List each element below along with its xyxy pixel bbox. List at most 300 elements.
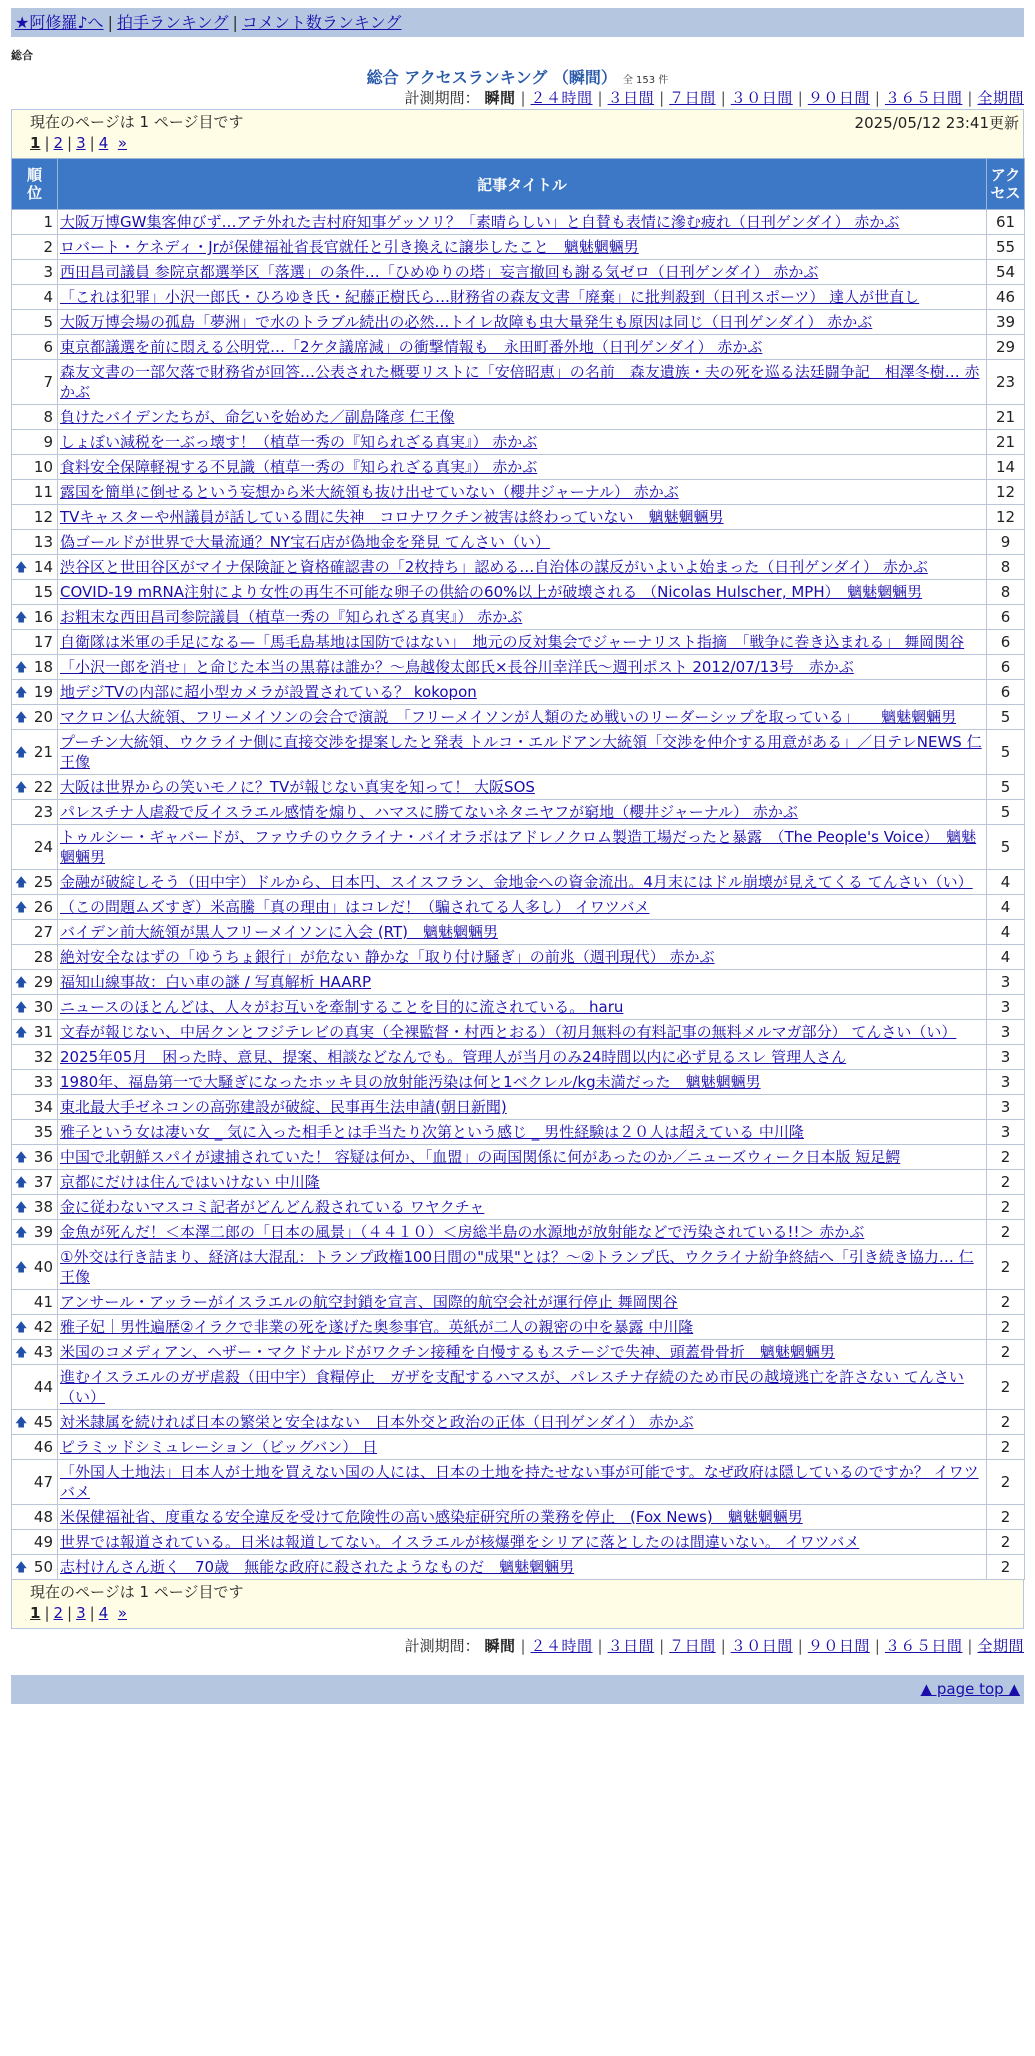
table-row xyxy=(12,1315,1025,1340)
access-count: 3 xyxy=(987,995,1025,1020)
access-count: 6 xyxy=(987,630,1025,655)
comment-ranking-link[interactable]: コメント数ランキング xyxy=(241,13,402,32)
access-count: 5 xyxy=(987,775,1025,800)
access-count: 4 xyxy=(987,895,1025,920)
rank-cell xyxy=(12,1505,58,1530)
period-90d[interactable]: ９０日間 xyxy=(807,89,870,107)
rank-cell xyxy=(12,1145,58,1170)
article-link[interactable]: 「小沢一郎を消せ」と命じた本当の黒幕は誰か？～鳥越俊太郎氏×長谷川幸洋氏～週刊ポスト 2012/07/13号 赤かぶ xyxy=(60,658,854,676)
table-row xyxy=(12,210,1025,235)
article-link[interactable]: 大阪は世界からの笑いモノに？TVが報じない真実を知って！ 大阪SOS xyxy=(60,778,535,796)
access-count: 23 xyxy=(987,360,1025,405)
article-link[interactable]: 米国のコメディアン、ヘザー・マクドナルドがワクチン接種を自慢するもステージで失神、頭蓋骨骨折 魑魅魍魎男 xyxy=(60,1343,835,1361)
next-page-link[interactable]: » xyxy=(117,1604,127,1622)
rank-number: 40 xyxy=(33,1258,53,1276)
rank-number: 26 xyxy=(33,898,53,916)
article-link[interactable]: 1980年、福島第一で大騒ぎになったホッキ貝の放射能汚染は何と1ベクレル/kg未満だった 魑魅魍魎男 xyxy=(60,1073,761,1091)
page-separator: | xyxy=(44,1604,50,1622)
period-separator: | xyxy=(597,89,603,107)
access-count: 21 xyxy=(987,430,1025,455)
article-link[interactable]: 「これは犯罪」小沢一郎氏・ひろゆき氏・紀藤正樹氏ら…財務省の森友文書「廃棄」に批判殺到（日刊スポーツ） 達人が世直し xyxy=(60,288,920,306)
page-3-link[interactable]: 3 xyxy=(76,1604,86,1622)
title-cell xyxy=(58,1120,987,1145)
access-count: 3 xyxy=(987,1070,1025,1095)
title-cell xyxy=(58,1410,987,1435)
table-row xyxy=(12,995,1025,1020)
title-cell xyxy=(58,1045,987,1070)
access-count: 4 xyxy=(987,920,1025,945)
access-count: 2 xyxy=(987,1365,1025,1410)
rank-number: 14 xyxy=(33,558,53,576)
up-arrow-icon: 🡅 xyxy=(15,1175,28,1189)
rank-number: 18 xyxy=(33,658,53,676)
article-link[interactable]: 大阪万博GW集客伸びず…アテ外れた吉村府知事ゲッソリ？「素晴らしい」と自賛も表情に滲む疲れ（日刊ゲンダイ） 赤かぶ xyxy=(60,213,900,231)
access-count: 3 xyxy=(987,1045,1025,1070)
rank-number: 39 xyxy=(33,1223,53,1241)
article-link[interactable]: 雅子妃｜男性遍歴②イラクで非業の死を遂げた奥参事官。英紙が二人の親密の中を暴露 中川隆 xyxy=(60,1318,694,1336)
rank-cell xyxy=(12,895,58,920)
period-365d[interactable]: ３６５日間 xyxy=(884,1637,963,1655)
period-30d[interactable]: ３０日間 xyxy=(730,89,793,107)
table-row xyxy=(12,530,1025,555)
rank-number: 35 xyxy=(33,1123,53,1141)
article-link[interactable]: トゥルシー・ギャバードが、ファウチのウクライナ・バイオラボはアドレノクロム製造工場だったと暴露 （The People's Voice） 魑魅魍魎男 xyxy=(60,828,977,866)
table-row xyxy=(12,800,1025,825)
article-link[interactable]: 米保健福祉省、度重なる安全違反を受けて危険性の高い感染症研究所の業務を停止 (Fox News) 魑魅魍魎男 xyxy=(60,1508,803,1526)
table-row xyxy=(12,1220,1025,1245)
title-cell xyxy=(58,285,987,310)
rank-number: 50 xyxy=(33,1558,53,1576)
rank-cell xyxy=(12,1315,58,1340)
title-cell xyxy=(58,605,987,630)
article-link[interactable]: 金魚が死んだ！＜本澤二郎の「日本の風景」（４４１０）＜房総半島の水源地が放射能などで汚染されている!!＞ 赤かぶ xyxy=(60,1223,865,1241)
rank-cell xyxy=(12,680,58,705)
page-separator: | xyxy=(89,134,95,152)
rank-number: 44 xyxy=(33,1378,53,1396)
rank-number: 6 xyxy=(43,338,53,356)
period-separator: | xyxy=(597,1637,603,1655)
period-separator: | xyxy=(659,1637,665,1655)
rank-number: 19 xyxy=(33,683,53,701)
article-link[interactable]: 負けたバイデンたちが、命乞いを始めた／副島隆彦 仁王像 xyxy=(60,408,455,426)
access-count: 8 xyxy=(987,555,1025,580)
access-count: 6 xyxy=(987,605,1025,630)
period-selector-bottom xyxy=(11,1635,1024,1657)
period-separator: | xyxy=(874,89,880,107)
bottom-bar xyxy=(11,1675,1024,1704)
title-cell xyxy=(58,1365,987,1410)
rank-cell xyxy=(12,405,58,430)
article-link[interactable]: アンサール・アッラーがイスラエルの航空封鎖を宣言、国際的航空会社が運行停止 舞岡関谷 xyxy=(60,1293,678,1311)
access-count: 14 xyxy=(987,455,1025,480)
period-24h[interactable]: ２４時間 xyxy=(530,1637,593,1655)
period-24h[interactable]: ２４時間 xyxy=(530,89,593,107)
ranking-table xyxy=(11,158,1025,1580)
page xyxy=(11,0,1024,1704)
rank-number: 37 xyxy=(33,1173,53,1191)
article-link[interactable]: 自衛隊は米軍の手足になる—「馬毛島基地は国防ではない」 地元の反対集会でジャーナリスト指摘 「戦争に巻き込まれる」 舞岡関谷 xyxy=(60,633,965,651)
access-count: 5 xyxy=(987,800,1025,825)
article-link[interactable]: 志村けんさん逝く 70歳 無能な政府に殺されたようなものだ 魑魅魍魎男 xyxy=(60,1558,575,1576)
rank-cell xyxy=(12,235,58,260)
page-separator: | xyxy=(89,1604,95,1622)
access-count: 12 xyxy=(987,505,1025,530)
title-cell xyxy=(58,530,987,555)
title-cell xyxy=(58,1505,987,1530)
article-link[interactable]: TVキャスターや州議員が話している間に失神 コロナワクチン被害は終わっていない 魑魅魍魎男 xyxy=(60,508,724,526)
access-count: 9 xyxy=(987,530,1025,555)
access-count: 2 xyxy=(987,1340,1025,1365)
home-link[interactable]: ★阿修羅♪へ xyxy=(15,13,104,32)
page-separator: | xyxy=(67,134,73,152)
next-page-link[interactable]: » xyxy=(117,134,127,152)
access-count: 39 xyxy=(987,310,1025,335)
rank-cell xyxy=(12,775,58,800)
article-link[interactable]: バイデン前大統領が黒人フリーメイソンに入会 (RT) 魑魅魍魎男 xyxy=(60,923,499,941)
article-link[interactable]: 雅子という女は凄い女 _ 気に入った相手とは手当たり次第という感じ _ 男性経験は２０人は超えている 中川隆 xyxy=(60,1123,804,1141)
period-3d[interactable]: ３日間 xyxy=(607,1637,655,1655)
rank-cell xyxy=(12,800,58,825)
title-cell xyxy=(58,1170,987,1195)
rank-number: 20 xyxy=(33,708,53,726)
rank-cell xyxy=(12,605,58,630)
access-count: 46 xyxy=(987,285,1025,310)
access-count: 5 xyxy=(987,825,1025,870)
rank-number: 34 xyxy=(33,1098,53,1116)
article-link[interactable]: 福知山線事故：白い車の謎 / 写真解析 HAARP xyxy=(60,973,372,991)
title-cell xyxy=(58,970,987,995)
rank-cell xyxy=(12,310,58,335)
rank-number: 10 xyxy=(33,458,53,476)
table-row xyxy=(12,1290,1025,1315)
period-7d[interactable]: ７日間 xyxy=(669,1637,716,1655)
access-count: 2 xyxy=(987,1435,1025,1460)
table-row xyxy=(12,655,1025,680)
up-arrow-icon: 🡅 xyxy=(15,1000,28,1014)
article-link[interactable]: 大阪万博会場の孤島「夢洲」で水のトラブル続出の必然…トイレ故障も虫大量発生も原因は同じ（日刊ゲンダイ） 赤かぶ xyxy=(60,313,873,331)
article-link[interactable]: 京都にだけは住んではいけない 中川隆 xyxy=(60,1173,320,1191)
rank-cell xyxy=(12,825,58,870)
period-3d[interactable]: ３日間 xyxy=(607,89,655,107)
title-cell xyxy=(58,430,987,455)
table-row xyxy=(12,1530,1025,1555)
table-row xyxy=(12,1120,1025,1145)
article-link[interactable]: 対米隷属を続ければ日本の繁栄と安全はない 日本外交と政治の正体（日刊ゲンダイ） 赤かぶ xyxy=(60,1413,694,1431)
article-link[interactable]: 「外国人土地法」日本人が土地を買えない国の人には、日本の土地を持たせない事が可能です。なぜ政府は隠しているのですか？ イワツバメ xyxy=(60,1463,979,1501)
title-cell xyxy=(58,1095,987,1120)
article-link[interactable]: 西田昌司議員 参院京都選挙区「落選」の条件…「ひめゆりの塔」妄言撤回も謝る気ゼロ（日刊ゲンダイ） 赤かぶ xyxy=(60,263,819,281)
table-row xyxy=(12,1045,1025,1070)
period-all[interactable]: 全期間 xyxy=(977,89,1024,107)
title-cell xyxy=(58,655,987,680)
period-current: 瞬間 xyxy=(484,89,516,107)
col-access-header: アクセス xyxy=(987,159,1025,210)
title-cell xyxy=(58,310,987,335)
rank-number: 31 xyxy=(33,1023,53,1041)
up-arrow-icon: 🡅 xyxy=(15,1345,28,1359)
rank-cell xyxy=(12,455,58,480)
rank-cell xyxy=(12,1095,58,1120)
col-rank-header: 順位 xyxy=(12,159,58,210)
access-count: 2 xyxy=(987,1555,1025,1580)
period-7d[interactable]: ７日間 xyxy=(669,89,716,107)
table-row xyxy=(12,1195,1025,1220)
period-365d[interactable]: ３６５日間 xyxy=(884,89,963,107)
rank-number: 5 xyxy=(43,313,53,331)
title-cell xyxy=(58,1220,987,1245)
rank-number: 45 xyxy=(33,1413,53,1431)
period-separator: | xyxy=(720,89,726,107)
period-separator: | xyxy=(797,89,803,107)
rank-number: 4 xyxy=(43,288,53,306)
rank-number: 21 xyxy=(33,743,53,761)
page-top-link[interactable]: ▲ page top ▲ xyxy=(920,1680,1020,1698)
title-cell xyxy=(58,1145,987,1170)
title-cell xyxy=(58,825,987,870)
title-cell xyxy=(58,1020,987,1045)
article-link[interactable]: 食料安全保障軽視する不見識（植草一秀の『知られざる真実』） 赤かぶ xyxy=(60,458,538,476)
article-link[interactable]: パレスチナ人虐殺で反イスラエル感情を煽り、ハマスに勝てないネタニヤフが窮地（櫻井ジャーナル） 赤かぶ xyxy=(60,803,798,821)
rank-cell xyxy=(12,1460,58,1505)
rank-number: 47 xyxy=(33,1473,53,1491)
table-row xyxy=(12,285,1025,310)
table-row xyxy=(12,970,1025,995)
article-link[interactable]: プーチン大統領、ウクライナ側に直接交渉を提案したと発表 トルコ・エルドアン大統領「交渉を仲介する用意がある」／日テレNEWS 仁王像 xyxy=(60,733,982,771)
table-row xyxy=(12,775,1025,800)
rank-cell xyxy=(12,920,58,945)
article-link[interactable]: 東北最大手ゼネコンの高弥建設が破綻、民事再生法申請(朝日新聞) xyxy=(60,1098,507,1116)
rank-number: 46 xyxy=(33,1438,53,1456)
rank-number: 9 xyxy=(43,433,53,451)
period-separator: | xyxy=(797,1637,803,1655)
title-cell xyxy=(58,775,987,800)
title-cell xyxy=(58,1195,987,1220)
table-row xyxy=(12,1410,1025,1435)
rank-number: 33 xyxy=(33,1073,53,1091)
article-link[interactable]: 森友文書の一部欠落で財務省が回答…公表された概要リストに「安倍昭恵」の名前 森友遺族・夫の死を巡る法廷闘争記 相澤冬樹… 赤かぶ xyxy=(60,363,980,401)
article-link[interactable]: 絶対安全なはずの「ゆうちょ銀行」が危ない 静かな「取り付け騒ぎ」の前兆（週刊現代） 赤かぶ xyxy=(60,948,715,966)
table-row xyxy=(12,555,1025,580)
table-row xyxy=(12,1505,1025,1530)
rank-cell xyxy=(12,1020,58,1045)
title-cell xyxy=(58,505,987,530)
access-count: 4 xyxy=(987,870,1025,895)
rank-number: 42 xyxy=(33,1318,53,1336)
rank-cell xyxy=(12,1555,58,1580)
access-count: 3 xyxy=(987,970,1025,995)
title-cell xyxy=(58,995,987,1020)
table-row xyxy=(12,825,1025,870)
article-link[interactable]: 渋谷区と世田谷区がマイナ保険証と資格確認書の「2枚持ち」認める…自治体の謀反がいよいよ始まった（日刊ゲンダイ） 赤かぶ xyxy=(60,558,928,576)
page-2-link[interactable]: 2 xyxy=(53,134,64,152)
rank-cell xyxy=(12,530,58,555)
article-link[interactable]: 進むイスラエルのガザ虐殺（田中宇）食糧停止 ガザを支配するハマスが、パレスチナ存続のため市民の越境逃亡を許さない てんさい（い） xyxy=(60,1368,964,1406)
article-link[interactable]: 文春が報じない、中居クンとフジテレビの真実（全裸監督・村西とおる）（初月無料の有料記事の無料メルマガ部分） てんさい（い） xyxy=(60,1023,957,1041)
up-arrow-icon: 🡅 xyxy=(15,1025,28,1039)
title-cell xyxy=(58,895,987,920)
rank-cell xyxy=(12,1290,58,1315)
nav-separator: | xyxy=(232,13,238,32)
up-arrow-icon: 🡅 xyxy=(15,900,28,914)
title-cell xyxy=(58,260,987,285)
period-90d[interactable]: ９０日間 xyxy=(807,1637,870,1655)
table-row xyxy=(12,260,1025,285)
table-row xyxy=(12,1020,1025,1045)
article-link[interactable]: ニュースのほとんどは、人々がお互いを牽制することを目的に流されている。 haru xyxy=(60,998,624,1016)
article-link[interactable]: COVID-19 mRNA注射により女性の再生不可能な卵子の供給の60%以上が破壊される （Nicolas Hulscher, MPH） 魑魅魍魎男 xyxy=(60,583,923,601)
ranking-title-block xyxy=(11,65,1024,87)
title-cell xyxy=(58,580,987,605)
up-arrow-icon: 🡅 xyxy=(15,1200,28,1214)
rank-cell xyxy=(12,1365,58,1410)
title-cell xyxy=(58,1435,987,1460)
article-link[interactable]: しょぼい減税を一ぶっ壊す！（植草一秀の『知られざる真実』） 赤かぶ xyxy=(60,433,538,451)
rank-number: 2 xyxy=(43,238,53,256)
title-cell xyxy=(58,555,987,580)
rank-cell xyxy=(12,430,58,455)
title-cell xyxy=(58,945,987,970)
article-link[interactable]: ピラミッドシミュレーション（ビッグバン） 日 xyxy=(60,1438,378,1456)
access-count: 2 xyxy=(987,1145,1025,1170)
table-row xyxy=(12,1145,1025,1170)
table-row xyxy=(12,870,1025,895)
rank-number: 15 xyxy=(33,583,53,601)
clap-ranking-link[interactable]: 拍手ランキング xyxy=(116,13,229,32)
rank-number: 3 xyxy=(43,263,53,281)
period-separator: | xyxy=(520,89,526,107)
table-row xyxy=(12,430,1025,455)
rank-cell xyxy=(12,285,58,310)
rank-cell xyxy=(12,945,58,970)
article-link[interactable]: 金融が破綻しそう（田中宇）ドルから、日本円、スイスフラン、金地金への資金流出。4月末にはドル崩壊が見えてくる てんさい（い） xyxy=(60,873,973,891)
page-4-link[interactable]: 4 xyxy=(98,1604,109,1622)
article-link[interactable]: 世界では報道されている。日米は報道してない。イスラエルが核爆弾をシリアに落としたのは間違いない。 イワツバメ xyxy=(60,1533,860,1551)
title-cell xyxy=(58,1555,987,1580)
article-link[interactable]: マクロン仏大統領、フリーメイソンの会合で演説 「フリーメイソンが人類のため戦いのリーダーシップを取っている」 魑魅魍魎男 xyxy=(60,708,957,726)
rank-cell xyxy=(12,1410,58,1435)
rank-number: 16 xyxy=(33,608,53,626)
period-30d[interactable]: ３０日間 xyxy=(730,1637,793,1655)
rank-cell xyxy=(12,1070,58,1095)
title-cell xyxy=(58,920,987,945)
table-row xyxy=(12,480,1025,505)
table-row xyxy=(12,680,1025,705)
table-row xyxy=(12,360,1025,405)
rank-number: 43 xyxy=(33,1343,53,1361)
title-cell xyxy=(58,210,987,235)
rank-cell xyxy=(12,1435,58,1460)
section-label: 総合 xyxy=(11,49,33,62)
title-cell xyxy=(58,1460,987,1505)
period-label: 計測期間： xyxy=(404,89,480,107)
up-arrow-icon: 🡅 xyxy=(15,1225,28,1239)
title-cell xyxy=(58,1290,987,1315)
title-cell xyxy=(58,680,987,705)
rank-cell xyxy=(12,995,58,1020)
article-link[interactable]: 中国で北朝鮮スパイが逮捕されていた！ 容疑は何か、「血盟」の両国関係に何があったのか／ニューズウィーク日本版 短足鰐 xyxy=(60,1148,901,1166)
article-link[interactable]: 東京都議選を前に悶える公明党…「2ケタ議席減」の衝撃情報も 永田町番外地（日刊ゲンダイ） 赤かぶ xyxy=(60,338,763,356)
table-row xyxy=(12,1460,1025,1505)
article-link[interactable]: 偽ゴールドが世界で大量流通？NY宝石店が偽地金を発見 てんさい（い） xyxy=(60,533,550,551)
period-separator: | xyxy=(659,89,665,107)
rank-cell xyxy=(12,970,58,995)
rank-cell xyxy=(12,1195,58,1220)
rank-number: 7 xyxy=(43,373,53,391)
table-row xyxy=(12,1340,1025,1365)
rank-number: 12 xyxy=(33,508,53,526)
rank-number: 11 xyxy=(33,483,53,501)
table-row xyxy=(12,1555,1025,1580)
article-link[interactable]: ロバート・ケネディ・Jrが保健福祉省長官就任と引き換えに譲歩したこと 魑魅魍魎男 xyxy=(60,238,639,256)
table-row xyxy=(12,310,1025,335)
rank-cell xyxy=(12,630,58,655)
article-link[interactable]: 露国を簡単に倒せるという妄想から米大統領も抜け出せていない（櫻井ジャーナル） 赤かぶ xyxy=(60,483,679,501)
rank-cell xyxy=(12,480,58,505)
rank-number: 28 xyxy=(33,948,53,966)
rank-cell xyxy=(12,555,58,580)
title-cell xyxy=(58,1245,987,1290)
table-row xyxy=(12,920,1025,945)
pagination-bottom xyxy=(30,1602,1005,1624)
up-arrow-icon: 🡅 xyxy=(15,780,28,794)
rank-cell xyxy=(12,730,58,775)
access-count: 3 xyxy=(987,1120,1025,1145)
page-4-link[interactable]: 4 xyxy=(98,134,109,152)
access-count: 61 xyxy=(987,210,1025,235)
title-cell xyxy=(58,1315,987,1340)
rank-cell xyxy=(12,580,58,605)
table-header-row xyxy=(12,159,1025,210)
article-link[interactable]: 地デジTVの内部に超小型カメラが設置されている？ kokopon xyxy=(60,683,477,701)
rank-cell xyxy=(12,1220,58,1245)
page-separator: | xyxy=(67,1604,73,1622)
current-page-text: 現在のページは 1 ページ目です xyxy=(30,1583,244,1601)
table-row xyxy=(12,505,1025,530)
rank-number: 27 xyxy=(33,923,53,941)
period-separator: | xyxy=(520,1637,526,1655)
title-cell xyxy=(58,870,987,895)
period-all[interactable]: 全期間 xyxy=(977,1637,1024,1655)
up-arrow-icon: 🡅 xyxy=(15,685,28,699)
article-link[interactable]: 2025年05月 困った時、意見、提案、相談などなんでも。管理人が当月のみ24時間以内に必ず見るスレ 管理人さん xyxy=(60,1048,847,1066)
up-arrow-icon: 🡅 xyxy=(15,745,28,759)
article-link[interactable]: ①外交は行き詰まり、経済は大混乱：トランプ政権100日間の"成果"とは？～②トランプ氏、ウクライナ紛争終結へ「引き続き協力… 仁王像 xyxy=(60,1248,974,1286)
page-info-bottom xyxy=(11,1580,1024,1629)
rank-cell xyxy=(12,210,58,235)
rank-cell xyxy=(12,705,58,730)
access-count: 6 xyxy=(987,680,1025,705)
title-cell xyxy=(58,335,987,360)
article-link[interactable]: 金に従わないマスコミ記者がどんどん殺されている ワヤクチャ xyxy=(60,1198,485,1216)
article-link[interactable]: お粗末な西田昌司参院議員（植草一秀の『知られざる真実』） 赤かぶ xyxy=(60,608,523,626)
rank-cell xyxy=(12,260,58,285)
page-info-top xyxy=(11,109,1024,158)
table-row xyxy=(12,705,1025,730)
access-count: 3 xyxy=(987,1020,1025,1045)
rank-cell xyxy=(12,1340,58,1365)
table-row xyxy=(12,1435,1025,1460)
rank-cell xyxy=(12,1530,58,1555)
access-count: 6 xyxy=(987,655,1025,680)
rank-number: 22 xyxy=(33,778,53,796)
title-cell xyxy=(58,630,987,655)
table-row xyxy=(12,945,1025,970)
rank-cell xyxy=(12,1245,58,1290)
article-link[interactable]: （この問題ムズすぎ）米高騰「真の理由」はコレだ！（騙されてる人多し） イワツバメ xyxy=(60,898,650,916)
access-count: 5 xyxy=(987,705,1025,730)
page-3-link[interactable]: 3 xyxy=(76,134,86,152)
page-2-link[interactable]: 2 xyxy=(53,1604,64,1622)
